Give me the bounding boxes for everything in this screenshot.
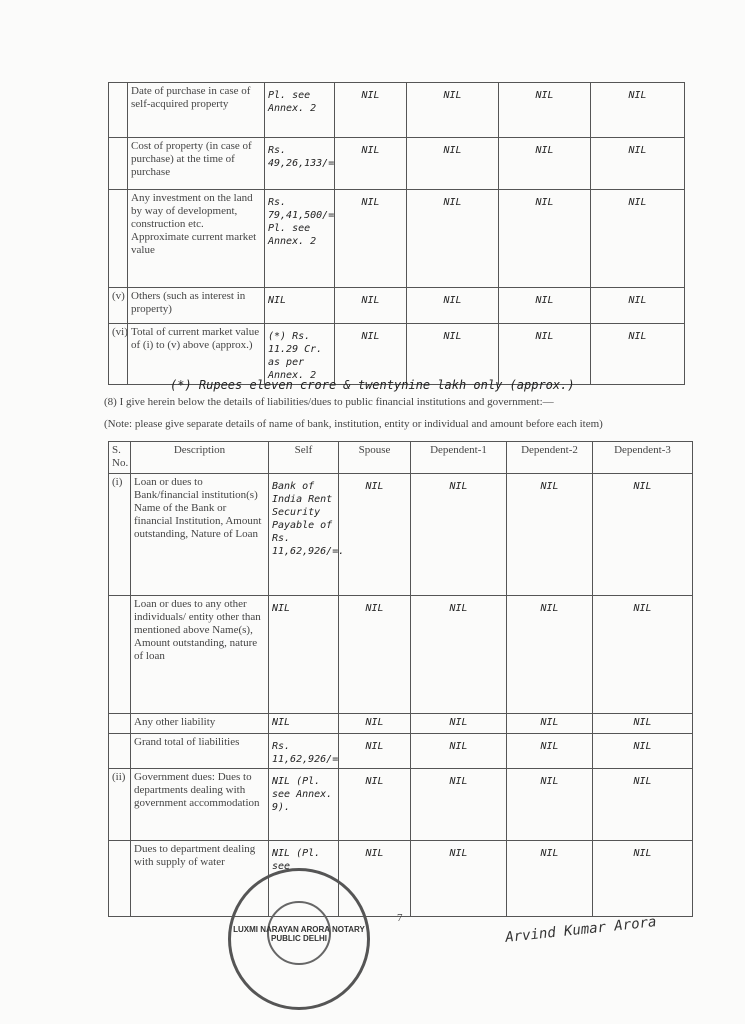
handwritten-note: (*) Rupees eleven crore & twentynine lakh only (approx.) bbox=[170, 378, 575, 392]
dependent1-cell: NIL bbox=[411, 474, 507, 596]
sno-cell: (ii) bbox=[109, 769, 131, 841]
sno-cell bbox=[109, 734, 131, 769]
spouse-cell: NIL bbox=[335, 83, 407, 138]
description-cell: Cost of property (in case of purchase) at the time of purchase bbox=[128, 138, 265, 190]
seal-text: LUXMI NARAYAN ARORA NOTARY PUBLIC DELHI bbox=[233, 925, 365, 943]
sno-cell: (vi) bbox=[109, 324, 128, 385]
spouse-cell: NIL bbox=[335, 138, 407, 190]
table-row bbox=[109, 190, 685, 288]
spouse-cell: NIL bbox=[339, 596, 411, 714]
description-cell: Grand total of liabilities bbox=[131, 734, 269, 769]
table-row bbox=[109, 769, 693, 841]
dependent2-cell: NIL bbox=[499, 83, 591, 138]
self-cell: NIL bbox=[269, 714, 339, 734]
dependent1-cell: NIL bbox=[411, 714, 507, 734]
sno-cell bbox=[109, 841, 131, 917]
table-row bbox=[109, 83, 685, 138]
table-row bbox=[109, 841, 693, 917]
dependent3-cell: NIL bbox=[591, 83, 685, 138]
table-row bbox=[109, 324, 685, 385]
spouse-cell: NIL bbox=[335, 324, 407, 385]
table-row bbox=[109, 734, 693, 769]
dependent2-cell: NIL bbox=[499, 190, 591, 288]
dependent2-cell: NIL bbox=[507, 474, 593, 596]
table-row bbox=[109, 596, 693, 714]
page-number: 7 bbox=[397, 912, 403, 924]
dependent2-cell: NIL bbox=[507, 596, 593, 714]
sno-cell bbox=[109, 596, 131, 714]
column-header: Dependent-3 bbox=[593, 442, 693, 474]
dependent2-cell: NIL bbox=[507, 769, 593, 841]
spouse-cell: NIL bbox=[339, 734, 411, 769]
dependent3-cell: NIL bbox=[593, 769, 693, 841]
description-cell: Loan or dues to any other individuals/ entity other than mentioned above Name(s), Amount outstanding, nature of loan bbox=[131, 596, 269, 714]
self-cell: Rs. 49,26,133/= bbox=[265, 138, 335, 190]
dependent1-cell: NIL bbox=[407, 288, 499, 324]
dependent3-cell: NIL bbox=[591, 324, 685, 385]
dependent1-cell: NIL bbox=[411, 596, 507, 714]
dependent1-cell: NIL bbox=[411, 769, 507, 841]
sno-cell bbox=[109, 83, 128, 138]
self-cell: Bank of India Rent Security Payable of Rs. 11,62,926/=. bbox=[269, 474, 339, 596]
table-row bbox=[109, 288, 685, 324]
sno-cell bbox=[109, 138, 128, 190]
self-cell: Rs. 11,62,926/= bbox=[269, 734, 339, 769]
spouse-cell: NIL bbox=[339, 841, 411, 917]
dependent3-cell: NIL bbox=[591, 190, 685, 288]
column-header: S. No. bbox=[109, 442, 131, 474]
description-cell: Loan or dues to Bank/financial institution(s) Name of the Bank or financial Institution, Amount outstanding, Nature of Loan bbox=[131, 474, 269, 596]
self-cell: NIL bbox=[265, 288, 335, 324]
self-cell: Pl. see Annex. 2 bbox=[265, 83, 335, 138]
dependent1-cell: NIL bbox=[411, 734, 507, 769]
sno-cell bbox=[109, 190, 128, 288]
spouse-cell: NIL bbox=[339, 714, 411, 734]
description-cell: Government dues: Dues to departments dealing with government accommodation bbox=[131, 769, 269, 841]
spouse-cell: NIL bbox=[335, 288, 407, 324]
table-header-row bbox=[109, 442, 693, 474]
table-row bbox=[109, 714, 693, 734]
dependent1-cell: NIL bbox=[407, 324, 499, 385]
spouse-cell: NIL bbox=[339, 474, 411, 596]
self-cell: NIL (Pl. see Annex. 9). bbox=[269, 769, 339, 841]
description-cell: Date of purchase in case of self-acquired property bbox=[128, 83, 265, 138]
column-header: Self bbox=[269, 442, 339, 474]
column-header: Spouse bbox=[339, 442, 411, 474]
dependent3-cell: NIL bbox=[593, 734, 693, 769]
spouse-cell: NIL bbox=[339, 769, 411, 841]
spouse-cell: NIL bbox=[335, 190, 407, 288]
dependent1-cell: NIL bbox=[407, 138, 499, 190]
table-row bbox=[109, 138, 685, 190]
sno-cell: (v) bbox=[109, 288, 128, 324]
dependent3-cell: NIL bbox=[591, 288, 685, 324]
dependent2-cell: NIL bbox=[499, 138, 591, 190]
assets-table bbox=[108, 82, 685, 385]
dependent3-cell: NIL bbox=[593, 714, 693, 734]
self-cell: NIL bbox=[269, 596, 339, 714]
table-row bbox=[109, 474, 693, 596]
description-cell: Any other liability bbox=[131, 714, 269, 734]
dependent1-cell: NIL bbox=[411, 841, 507, 917]
dependent3-cell: NIL bbox=[593, 596, 693, 714]
self-cell: Rs. 79,41,500/= Pl. see Annex. 2 bbox=[265, 190, 335, 288]
dependent2-cell: NIL bbox=[507, 841, 593, 917]
self-cell: NIL (Pl. see bbox=[269, 841, 339, 917]
liabilities-table bbox=[108, 441, 693, 917]
description-cell: Dues to department dealing with supply of water bbox=[131, 841, 269, 917]
description-cell: Any investment on the land by way of development, construction etc. Approximate current market value bbox=[128, 190, 265, 288]
description-cell: Others (such as interest in property) bbox=[128, 288, 265, 324]
dependent2-cell: NIL bbox=[499, 324, 591, 385]
section-8-heading: (8) I give herein below the details of liabilities/dues to public financial institutions and government:— bbox=[104, 396, 554, 408]
dependent3-cell: NIL bbox=[593, 474, 693, 596]
sno-cell: (i) bbox=[109, 474, 131, 596]
dependent2-cell: NIL bbox=[507, 734, 593, 769]
dependent1-cell: NIL bbox=[407, 190, 499, 288]
dependent3-cell: NIL bbox=[591, 138, 685, 190]
sno-cell bbox=[109, 714, 131, 734]
dependent1-cell: NIL bbox=[407, 83, 499, 138]
column-header: Dependent-2 bbox=[507, 442, 593, 474]
instruction-note: (Note: please give separate details of name of bank, institution, entity or individual and amount before each item) bbox=[104, 418, 603, 430]
dependent3-cell: NIL bbox=[593, 841, 693, 917]
dependent2-cell: NIL bbox=[507, 714, 593, 734]
self-cell: (*) Rs. 11.29 Cr. as per Annex. 2 bbox=[265, 324, 335, 385]
signature: Arvind Kumar Arora bbox=[504, 914, 658, 946]
description-cell: Total of current market value of (i) to (v) above (approx.) bbox=[128, 324, 265, 385]
notary-seal bbox=[228, 868, 370, 1010]
dependent2-cell: NIL bbox=[499, 288, 591, 324]
column-header: Dependent-1 bbox=[411, 442, 507, 474]
column-header: Description bbox=[131, 442, 269, 474]
